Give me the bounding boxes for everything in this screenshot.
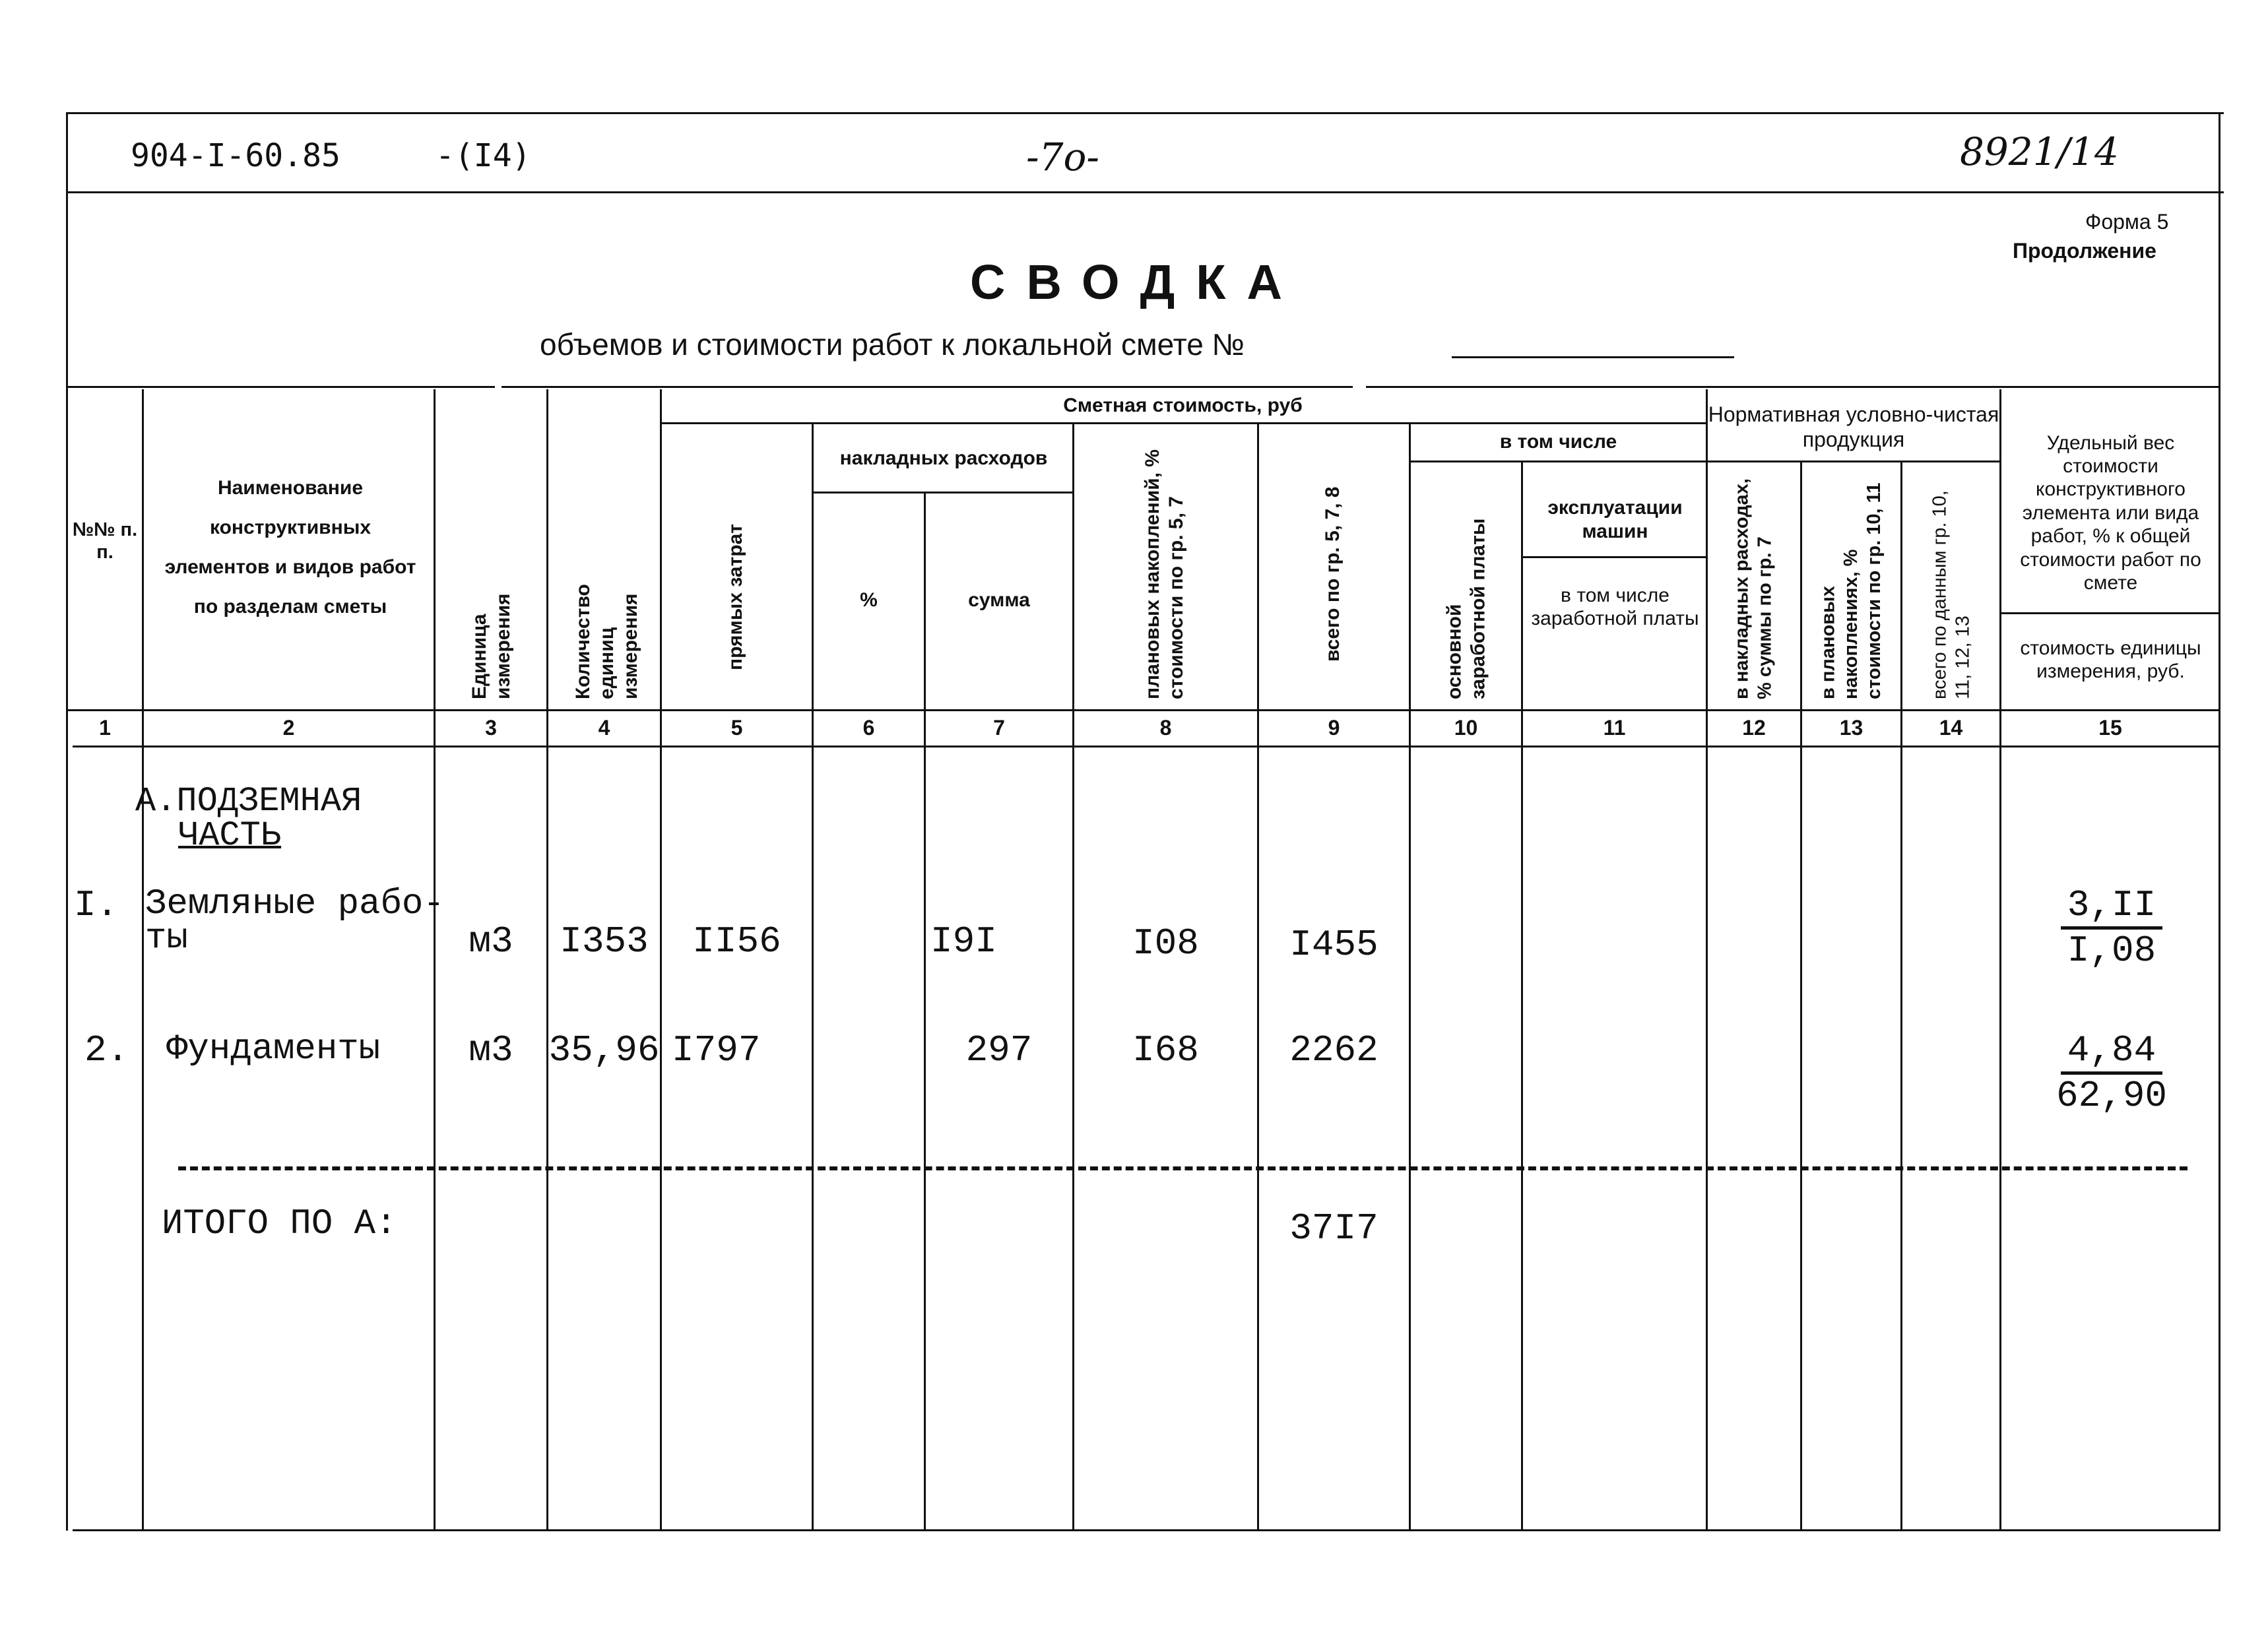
header-col11-bottom: в том числе заработной платы [1531, 584, 1699, 629]
header-col11-top: эксплуатации машин [1547, 497, 1683, 542]
column-numbers-line [73, 746, 2220, 747]
header-col7: сумма [968, 589, 1030, 612]
page-number: -7o- [1026, 135, 1100, 179]
col-divider-13 [1900, 462, 1902, 1531]
table-top-line-mid [502, 386, 1353, 388]
section-title-line2: ЧАСТЬ [178, 816, 282, 855]
doc-code: 904-I-60.85 [131, 137, 340, 174]
colnum-4: 4 [598, 716, 610, 740]
sheet-ref: -(I4) [436, 137, 531, 174]
header-cost-group: Сметная стоимость, руб [1063, 395, 1303, 417]
col-divider-7 [1072, 422, 1074, 1531]
document-subtitle: объемов и стоимости работ к локальной смете № [540, 327, 1245, 362]
row1-planned: I08 [1132, 922, 1199, 965]
row1-share: 3,II [2061, 884, 2162, 930]
archive-number: 8921/14 [1960, 129, 2119, 174]
section-total-value: 37I7 [1289, 1207, 1378, 1250]
row1-overhead-sum: I9I [930, 920, 997, 963]
colnum-8: 8 [1159, 716, 1172, 740]
colnum-9: 9 [1328, 716, 1340, 740]
row1-total: I455 [1289, 924, 1378, 966]
header-col15-bottom: стоимость единицы измерения, руб. [2020, 637, 2201, 682]
colnum-7: 7 [993, 716, 1005, 740]
header-col1: №№ п. п. [72, 519, 138, 563]
header-col13: в плановых накоплениях, % стоимости по гр. 10, 11 [1817, 482, 1885, 699]
right-border [2219, 112, 2220, 1531]
continuation-label: Продолжение [2013, 239, 2156, 263]
overhead-group-line [812, 492, 1072, 493]
row2-unit-cost: 62,90 [2056, 1075, 2168, 1117]
row1-name-line2: ты [145, 918, 188, 959]
col-divider-11 [1706, 389, 1708, 1531]
header-col3: Единица измерения [469, 593, 514, 699]
bottom-border [73, 1529, 2220, 1531]
col-divider-12 [1800, 462, 1802, 1531]
subtotal-separator [178, 1166, 2187, 1170]
col-divider-9 [1409, 422, 1411, 1531]
header-col12: в накладных расходах, % суммы по гр. 7 [1731, 478, 1776, 699]
header-col15-top: Удельный вес стоимости конструктивного элемента или вида работ, % к общей стоимости работ по смете [2020, 431, 2201, 594]
colnum-3: 3 [485, 716, 497, 740]
row1-direct: II56 [692, 920, 781, 963]
colnum-6: 6 [862, 716, 875, 740]
machines-split-line [1521, 556, 1706, 558]
row2-planned: I68 [1132, 1029, 1199, 1071]
colnum-12: 12 [1742, 716, 1766, 740]
header-col8: плановых накоплений, % стоимости по гр. 5, 7 [1142, 449, 1187, 699]
colnum-13: 13 [1839, 716, 1863, 740]
header-norm-group: Нормативная условно-чистая продукция [1708, 402, 1999, 451]
header-col10: основной заработной платы [1443, 518, 1489, 699]
row1-share-fraction [2006, 884, 2217, 972]
header-overhead-group: накладных расходов [839, 447, 1048, 470]
col-divider-10 [1521, 462, 1523, 1531]
colnum-1: 1 [99, 716, 111, 740]
table-top-line-left [66, 386, 495, 388]
header-incl-group: в том числе [1499, 431, 1617, 453]
cost-group-line [660, 422, 1706, 424]
row1-qty: I353 [560, 920, 649, 963]
header-col6: % [860, 589, 878, 612]
row1-unit-cost: I,08 [2067, 930, 2156, 972]
col-divider-6 [924, 492, 926, 1531]
row2-overhead-sum: 297 [965, 1029, 1033, 1071]
row2-share: 4,84 [2061, 1029, 2162, 1075]
row2-unit: м3 [469, 1029, 513, 1071]
colnum-2: 2 [282, 716, 295, 740]
row2-total: 2262 [1289, 1029, 1378, 1071]
row1-unit: м3 [469, 920, 513, 963]
col-divider-8 [1257, 422, 1259, 1531]
header-divider [66, 191, 2224, 193]
table-top-line-right [1366, 386, 2220, 388]
norm-group-line [1706, 461, 1999, 462]
colnum-5: 5 [730, 716, 743, 740]
section-title-line1: А.ПОДЗЕМНАЯ [135, 782, 362, 821]
colnum-15: 15 [2098, 716, 2122, 740]
row2-share-fraction [2006, 1029, 2217, 1117]
colnum-11: 11 [1603, 716, 1626, 740]
document-title: СВОДКА [970, 255, 1303, 309]
estimate-number-blank [1452, 356, 1734, 358]
header-col2: Наименование конструктивных элементов и видов работ по разделам сметы [164, 477, 416, 618]
header-col9: всего по гр. 5, 7, 8 [1322, 486, 1344, 662]
incl-group-line [1409, 461, 1706, 462]
row1-name-line1: Земляные рабо- [145, 884, 445, 924]
header-bottom-line [66, 709, 2220, 711]
colnum-14: 14 [1939, 716, 1963, 740]
section-total-label: ИТОГО ПО А: [162, 1204, 397, 1244]
share-split-line [1999, 612, 2220, 614]
form-label: Форма 5 [2085, 210, 2169, 234]
row2-qty: 35,96 [548, 1029, 660, 1071]
col-divider-14 [1999, 389, 2001, 1531]
row2-name-line1: Фундаменты [166, 1029, 381, 1069]
top-border [66, 112, 2224, 114]
header-col14: всего по данным гр. 10, 11, 12, 13 [1929, 490, 1974, 699]
header-col5: прямых затрат [725, 524, 746, 670]
col-divider-1 [142, 389, 144, 1531]
row1-number: I. [74, 884, 119, 926]
row2-direct: I797 [672, 1029, 761, 1071]
left-border [66, 112, 68, 1531]
colnum-10: 10 [1454, 716, 1478, 740]
header-col4: Количество единиц измерения [572, 584, 641, 699]
row2-number: 2. [84, 1029, 129, 1071]
